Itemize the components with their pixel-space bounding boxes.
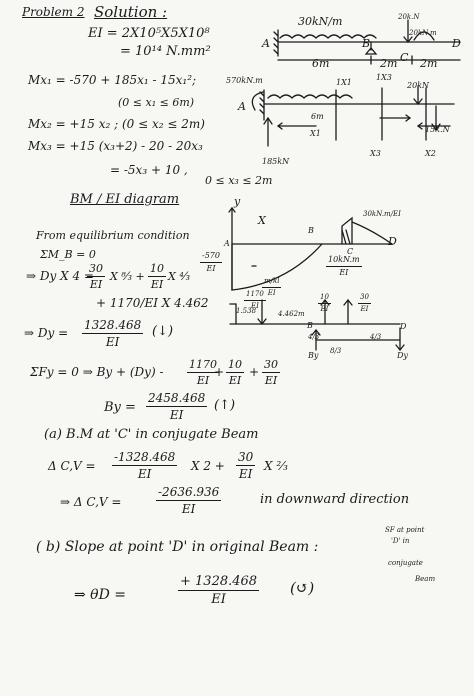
mx1-range: (0 ≤ x₁ ≤ 6m) <box>118 96 195 109</box>
dy-result-fraction: $\frac{1328.468}{EI}$ <box>84 318 142 349</box>
by-lhs: By = <box>104 400 136 415</box>
by-direction: (↑) <box>214 398 236 413</box>
dy-direction: (↓) <box>152 324 174 339</box>
by-fraction: $\frac{2458.468}{EI}$ <box>148 391 206 422</box>
beam1-udl-label: 30kN/m <box>298 15 343 28</box>
part-b-heading: ( b) Slope at point 'D' in original Beam : <box>36 539 319 555</box>
beam1-label-a: A <box>262 37 270 50</box>
part-b-note-3: conjugate <box>388 559 423 567</box>
fraction-10-ei: $\frac{10}{EI}$ <box>150 262 164 291</box>
theta-d-direction: (↺) <box>290 579 315 597</box>
conj-dy-label: Dy <box>397 351 408 360</box>
bmd-y-axis-label: y <box>234 195 241 208</box>
fraction-1170-ei: $\frac{1170}{EI}$ <box>189 358 217 387</box>
mx1-equation: Mx₁ = -570 + 185x₁ - 15x₁²; <box>28 73 197 87</box>
bmd-label-d: D <box>388 235 397 248</box>
dy-result-lhs: ⇒ Dy = <box>24 326 69 340</box>
sum-mb-text: ΣM_B = 0 <box>40 248 96 261</box>
mx2-equation: Mx₂ = +15 x₂ ; (0 ≤ x₂ ≤ 2m) <box>28 117 205 131</box>
beam1-label-b: B <box>362 37 371 50</box>
conj-load-10: $\frac{10}{EI}$ <box>320 293 329 313</box>
fraction-10-ei-b: $\frac{10}{EI}$ <box>228 358 242 387</box>
dy-term-1: X ⁸⁄₃ + <box>110 270 145 283</box>
conj-load-1170: $\frac{1170}{EI}$ <box>246 290 264 310</box>
delta-cv-fraction-1: $\frac{-1328.468}{EI}$ <box>114 450 176 481</box>
fraction-30-ei: $\frac{30}{EI}$ <box>89 262 103 291</box>
mx3-range: 0 ≤ x₃ ≤ 2m <box>205 174 273 187</box>
dy-equation-cont: + 1170/EI X 4.462 <box>96 296 209 310</box>
plus-sign-2: + <box>249 365 260 379</box>
fbd-x3-label: X3 <box>370 149 381 158</box>
problem-label: Problem 2 <box>22 5 85 19</box>
theta-d-lhs: ⇒ θD = <box>74 587 127 603</box>
beam1-length-3: 2m <box>420 57 438 70</box>
bmd-peak-value: $\frac{m/kl}{EI}$ <box>264 277 280 297</box>
bmd-mid-value: $\frac{10kN.m}{EI}$ <box>328 255 360 277</box>
part-a-heading: (a) B.M at 'C' in conjugate Beam <box>44 427 259 442</box>
part-b-note-1: SF at point <box>385 526 425 534</box>
solution-heading: Solution : <box>94 3 168 21</box>
equilibrium-text: From equilibrium condition <box>36 229 190 242</box>
fbd-cut-1-label: 1X1 <box>336 78 352 87</box>
conjugate-beam-diagram <box>230 300 407 350</box>
conj-offset-2: 8/3 <box>330 347 342 355</box>
fbd-cut-3-label: 1X3 <box>376 73 392 82</box>
bmd-left-value: $\frac{-570}{EI}$ <box>202 251 220 273</box>
conj-offset-1: 4/3 <box>308 333 320 341</box>
fbd-right-reaction-label: 15k.N <box>425 125 450 134</box>
ei-line-2: = 10¹⁴ N.mm² <box>120 44 211 59</box>
fbd-point-load-label: 20kN <box>407 81 430 90</box>
conj-offset-3: 4/3 <box>370 333 382 341</box>
dy-term-2: X ⁴⁄₃ <box>168 270 190 283</box>
theta-d-fraction: $\frac{+ 1328.468}{EI}$ <box>180 574 258 607</box>
conj-length-a: 1.538 <box>236 307 257 315</box>
bmd-label-c: C <box>347 247 354 256</box>
conj-by-label: By <box>308 351 319 360</box>
bmd-label-b: B <box>308 226 314 235</box>
beam1-length-1: 6m <box>312 57 330 70</box>
mx3-equation: Mx₃ = +15 (x₃+2) - 20 - 20x₃ <box>28 139 203 153</box>
part-b-note-4: Beam <box>415 575 436 583</box>
delta-cv-direction: in downward direction <box>260 492 410 507</box>
beam1-point-load-label: 20k.N <box>398 13 420 21</box>
fbd-span-label: 6m <box>311 112 324 121</box>
delta-cv-fraction-2: $\frac{30}{EI}$ <box>238 450 254 481</box>
delta-cv-lhs: Δ C,V = <box>48 459 96 473</box>
conj-length-1: 4.462m <box>278 310 305 318</box>
fbd-x1-label: X1 <box>310 129 321 138</box>
sum-fy-equation: ΣFy = 0 ⇒ By + (Dy) - <box>30 365 164 379</box>
fbd-x2-label: X2 <box>425 149 436 158</box>
fbd-moment-label: 570kN.m <box>226 76 263 85</box>
fbd-left-reaction-label: 185kN <box>262 157 290 166</box>
beam1-label-c: C <box>400 51 409 64</box>
dy-equation-lhs: ⇒ Dy X 4 = <box>26 269 94 283</box>
beam1-label-d: D <box>452 37 461 50</box>
conj-d-label: D <box>400 322 407 331</box>
mx3-simplified: = -5x₃ + 10 , <box>110 163 188 177</box>
fbd-diagram <box>252 86 454 146</box>
delta-cv-term-2: X ²⁄₃ <box>264 459 288 473</box>
conj-load-30: $\frac{30}{EI}$ <box>360 293 369 313</box>
delta-cv-result-lhs: ⇒ Δ C,V = <box>60 495 122 509</box>
bmd-x-axis-label: X <box>258 214 266 227</box>
ei-line-1: EI = 2X10⁵X5X10⁸ <box>88 26 210 41</box>
plus-sign-1: + <box>214 365 225 379</box>
beam1-diagram <box>274 20 460 64</box>
bmd-right-value: 30kN.m/EI <box>363 210 401 218</box>
delta-cv-term: X 2 + <box>191 459 225 473</box>
part-b-note-2: 'D' in <box>391 537 410 545</box>
conj-b-label: B <box>307 321 313 330</box>
bm-ei-diagram-heading: BM / EI diagram <box>70 192 180 207</box>
beam1-moment-label: 20kN.m <box>409 29 437 37</box>
delta-cv-result-fraction: $\frac{-2636.936}{EI}$ <box>158 485 220 516</box>
bmd-label-a: A <box>224 239 230 248</box>
fbd-label-a: A <box>238 100 246 113</box>
fraction-30-ei-b: $\frac{30}{EI}$ <box>264 358 278 387</box>
beam1-length-2: 2m <box>380 57 398 70</box>
bmd-diagram <box>229 208 392 290</box>
